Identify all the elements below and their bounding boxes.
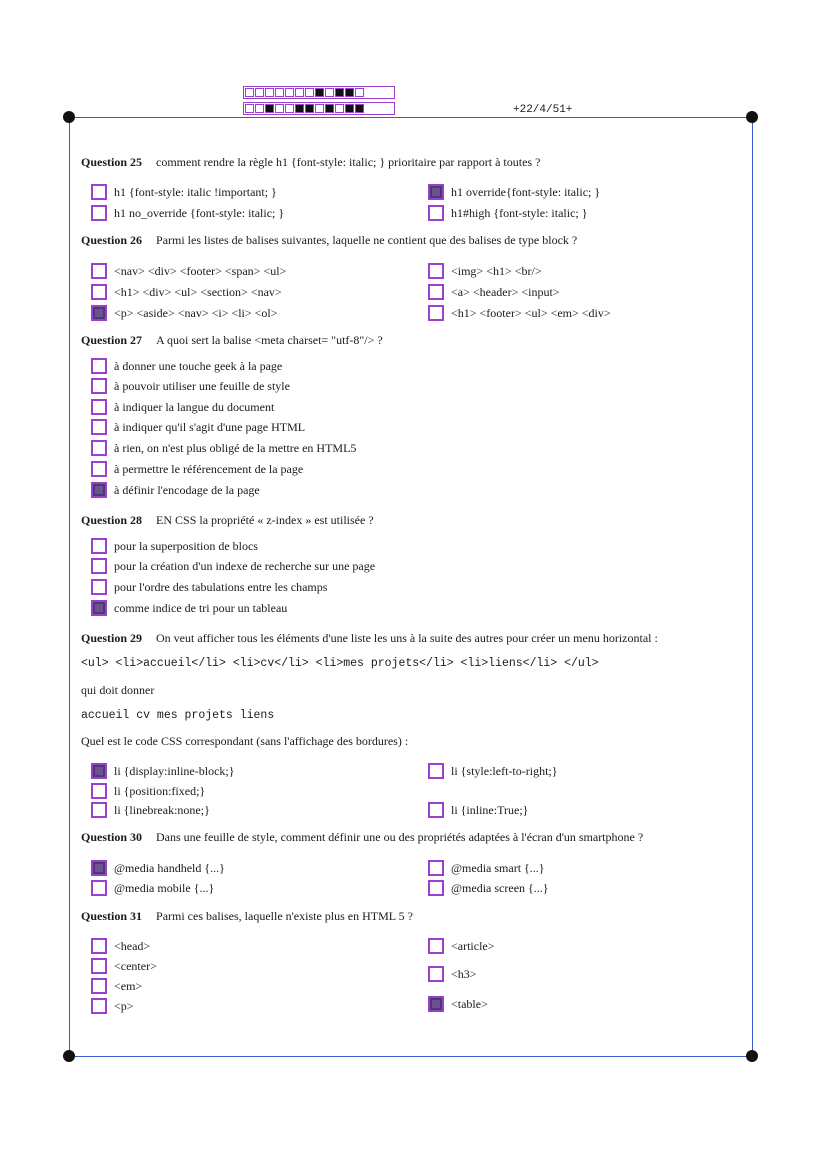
option-label: <a> <header> <input> — [451, 284, 560, 299]
question-number: Question 29 — [81, 631, 143, 645]
question-text: Parmi ces balises, laquelle n'existe plus en HTML 5 ? — [156, 909, 414, 923]
corner-marker-top-left — [63, 111, 75, 123]
barcode-row-2 — [245, 104, 365, 113]
q27-option-d[interactable] — [91, 419, 305, 435]
question-text: On veut afficher tous les éléments d'une liste les uns à la suite des autres pour créer un menu horizontal : — [156, 631, 658, 645]
q28-option-a[interactable] — [91, 538, 258, 554]
barcode-cell — [325, 104, 334, 113]
option-label: comme indice de tri pour un tableau — [114, 600, 288, 615]
q31-option-e[interactable] — [91, 978, 142, 994]
frame-top-line — [69, 117, 753, 118]
question-number: Question 26 — [81, 233, 143, 247]
checkbox[interactable] — [91, 378, 107, 394]
barcode-cell — [335, 104, 344, 113]
q29-text-line-3: Quel est le code CSS correspondant (sans l'affichage des bordures) : — [81, 734, 409, 748]
checkbox[interactable] — [91, 579, 107, 595]
q27-option-e[interactable] — [91, 440, 356, 456]
q25-option-b[interactable] — [428, 184, 600, 200]
question-27-heading — [81, 333, 383, 348]
question-number: Question 30 — [81, 830, 143, 844]
question-28-heading — [81, 513, 374, 528]
option-label: @media screen {...} — [451, 880, 549, 895]
option-label: <table> — [451, 996, 488, 1011]
q29-option-d[interactable] — [91, 802, 210, 818]
q31-option-a[interactable] — [91, 938, 150, 954]
option-label: h1 no_override {font-style: italic; } — [114, 205, 285, 220]
checkbox[interactable] — [91, 184, 107, 200]
barcode-cell — [345, 104, 354, 113]
barcode-cell — [275, 88, 284, 97]
checkbox[interactable] — [428, 263, 444, 279]
question-text: A quoi sert la balise <meta charset= "utf-8"/> ? — [156, 333, 383, 347]
barcode-cell — [305, 88, 314, 97]
checkbox[interactable] — [91, 205, 107, 221]
q31-option-g[interactable] — [428, 996, 488, 1012]
option-label: à indiquer la langue du document — [114, 399, 275, 414]
q25-option-a[interactable] — [91, 184, 277, 200]
checkbox[interactable] — [91, 263, 107, 279]
q28-option-b[interactable] — [91, 558, 375, 574]
option-label: <p> — [114, 998, 134, 1013]
barcode-cell — [245, 88, 254, 97]
barcode-cell — [265, 104, 274, 113]
barcode-cell — [285, 104, 294, 113]
checkbox[interactable] — [428, 763, 444, 779]
frame-left-line — [69, 117, 70, 1057]
barcode-cell — [275, 104, 284, 113]
checkbox[interactable] — [91, 600, 107, 616]
option-label: li {linebreak:none;} — [114, 802, 210, 817]
checkbox[interactable] — [428, 284, 444, 300]
checkbox[interactable] — [91, 978, 107, 994]
checkbox[interactable] — [428, 860, 444, 876]
barcode-cell — [295, 88, 304, 97]
option-label: pour la superposition de blocs — [114, 538, 258, 553]
q25-option-d[interactable] — [428, 205, 588, 221]
option-label: <article> — [451, 938, 495, 953]
barcode-cell — [305, 104, 314, 113]
option-label: à donner une touche geek à la page — [114, 358, 283, 373]
option-label: <center> — [114, 958, 157, 973]
barcode-cell — [285, 88, 294, 97]
barcode-cell — [335, 88, 344, 97]
barcode-cell — [245, 104, 254, 113]
option-label: @media mobile {...} — [114, 880, 215, 895]
checkbox[interactable] — [91, 305, 107, 321]
barcode-cell — [315, 88, 324, 97]
barcode-cell — [295, 104, 304, 113]
option-label: <nav> <div> <footer> <span> <ul> — [114, 263, 287, 278]
q29-code-result: accueil cv mes projets liens — [81, 709, 275, 722]
sheet-id-code: +22/4/51+ — [513, 104, 573, 116]
q28-option-c[interactable] — [91, 579, 327, 595]
option-label: h1 {font-style: italic !important; } — [114, 184, 277, 199]
barcode-cell — [345, 88, 354, 97]
q29-option-c[interactable] — [91, 783, 205, 799]
barcode-cell — [315, 104, 324, 113]
question-29-heading — [81, 631, 658, 646]
question-30-heading — [81, 830, 643, 845]
q27-option-b[interactable] — [91, 378, 290, 394]
checkbox[interactable] — [428, 205, 444, 221]
barcode-cell — [355, 88, 364, 97]
checkbox[interactable] — [91, 419, 107, 435]
option-label: <img> <h1> <br/> — [451, 263, 542, 278]
checkbox[interactable] — [91, 461, 107, 477]
corner-marker-top-right — [746, 111, 758, 123]
q26-option-d[interactable] — [428, 284, 560, 300]
q30-option-c[interactable] — [91, 880, 214, 896]
question-number: Question 28 — [81, 513, 143, 527]
barcode-row-1 — [245, 88, 365, 97]
question-text: comment rendre la règle h1 {font-style: italic; } prioritaire par rapport à toutes ? — [156, 155, 541, 169]
option-label: <em> — [114, 978, 143, 993]
option-label: à rien, on n'est plus obligé de la mettre en HTML5 — [114, 440, 357, 455]
q29-code-example: <ul> <li>accueil</li> <li>cv</li> <li>mes projets</li> <li>liens</li> </ul> — [81, 657, 599, 670]
option-label: li {inline:True;} — [451, 802, 529, 817]
q29-option-e[interactable] — [428, 802, 528, 818]
q26-option-a[interactable] — [91, 263, 286, 279]
q29-option-b[interactable] — [428, 763, 558, 779]
option-label: @media handheld {...} — [114, 860, 225, 875]
checkbox[interactable] — [91, 998, 107, 1014]
checkbox[interactable] — [91, 284, 107, 300]
option-label: <h1> <div> <ul> <section> <nav> — [114, 284, 282, 299]
checkbox[interactable] — [91, 482, 107, 498]
option-label: <h1> <footer> <ul> <em> <div> — [451, 305, 611, 320]
barcode-cell — [255, 88, 264, 97]
q31-option-d[interactable] — [428, 966, 477, 982]
checkbox[interactable] — [428, 938, 444, 954]
q31-option-f[interactable] — [91, 998, 134, 1014]
q30-option-b[interactable] — [428, 860, 545, 876]
q30-option-a[interactable] — [91, 860, 225, 876]
option-label: <h3> — [451, 966, 477, 981]
option-label: <head> — [114, 938, 151, 953]
barcode-cell — [325, 88, 334, 97]
question-number: Question 31 — [81, 909, 143, 923]
checkbox[interactable] — [91, 860, 107, 876]
option-label: @media smart {...} — [451, 860, 545, 875]
checkbox[interactable] — [428, 305, 444, 321]
checkbox[interactable] — [91, 802, 107, 818]
question-number: Question 25 — [81, 155, 143, 169]
q29-option-a[interactable] — [91, 763, 235, 779]
option-label: h1#high {font-style: italic; } — [451, 205, 588, 220]
checkbox[interactable] — [91, 880, 107, 896]
option-label: à permettre le référencement de la page — [114, 461, 304, 476]
option-label: li {display:inline-block;} — [114, 763, 235, 778]
question-number: Question 27 — [81, 333, 143, 347]
corner-marker-bottom-left — [63, 1050, 75, 1062]
q27-option-a[interactable] — [91, 358, 282, 374]
checkbox[interactable] — [428, 996, 444, 1012]
question-31-heading — [81, 909, 413, 924]
checkbox[interactable] — [91, 358, 107, 374]
option-label: <p> <aside> <nav> <i> <li> <ol> — [114, 305, 278, 320]
checkbox[interactable] — [91, 558, 107, 574]
option-label: à pouvoir utiliser une feuille de style — [114, 378, 290, 393]
frame-right-line — [752, 117, 753, 1057]
barcode-cell — [265, 88, 274, 97]
barcode-cell — [255, 104, 264, 113]
barcode-cell — [355, 104, 364, 113]
q27-option-c[interactable] — [91, 399, 274, 415]
q26-option-f[interactable] — [428, 305, 611, 321]
checkbox[interactable] — [428, 802, 444, 818]
checkbox[interactable] — [91, 958, 107, 974]
q27-option-f[interactable] — [91, 461, 303, 477]
question-text: Parmi les listes de balises suivantes, laquelle ne contient que des balises de type block ? — [156, 233, 578, 247]
question-text: Dans une feuille de style, comment définir une ou des propriétés adaptées à l'écran d'un smartphone ? — [156, 830, 644, 844]
q30-option-d[interactable] — [428, 880, 549, 896]
q26-option-e[interactable] — [91, 305, 278, 321]
corner-marker-bottom-right — [746, 1050, 758, 1062]
checkbox[interactable] — [91, 938, 107, 954]
q26-option-b[interactable] — [428, 263, 542, 279]
q26-option-c[interactable] — [91, 284, 282, 300]
option-label: pour l'ordre des tabulations entre les champs — [114, 579, 328, 594]
checkbox[interactable] — [91, 763, 107, 779]
q25-option-c[interactable] — [91, 205, 284, 221]
checkbox[interactable] — [428, 966, 444, 982]
option-label: h1 override{font-style: italic; } — [451, 184, 601, 199]
checkbox[interactable] — [428, 880, 444, 896]
q31-option-b[interactable] — [428, 938, 495, 954]
q29-text-line-2: qui doit donner — [81, 683, 155, 697]
option-label: li {style:left-to-right;} — [451, 763, 558, 778]
question-25-heading — [81, 155, 540, 170]
q31-option-c[interactable] — [91, 958, 157, 974]
checkbox[interactable] — [91, 783, 107, 799]
question-text: EN CSS la propriété « z-index » est utilisée ? — [156, 513, 374, 527]
checkbox[interactable] — [91, 538, 107, 554]
q27-option-g[interactable] — [91, 482, 260, 498]
option-label: pour la création d'un indexe de recherche sur une page — [114, 558, 376, 573]
option-label: à définir l'encodage de la page — [114, 482, 260, 497]
checkbox[interactable] — [91, 399, 107, 415]
option-label: li {position:fixed;} — [114, 783, 206, 798]
checkbox[interactable] — [428, 184, 444, 200]
question-26-heading — [81, 233, 577, 248]
checkbox[interactable] — [91, 440, 107, 456]
frame-bottom-line — [69, 1056, 753, 1057]
option-label: à indiquer qu'il s'agit d'une page HTML — [114, 419, 306, 434]
q28-option-d[interactable] — [91, 600, 287, 616]
